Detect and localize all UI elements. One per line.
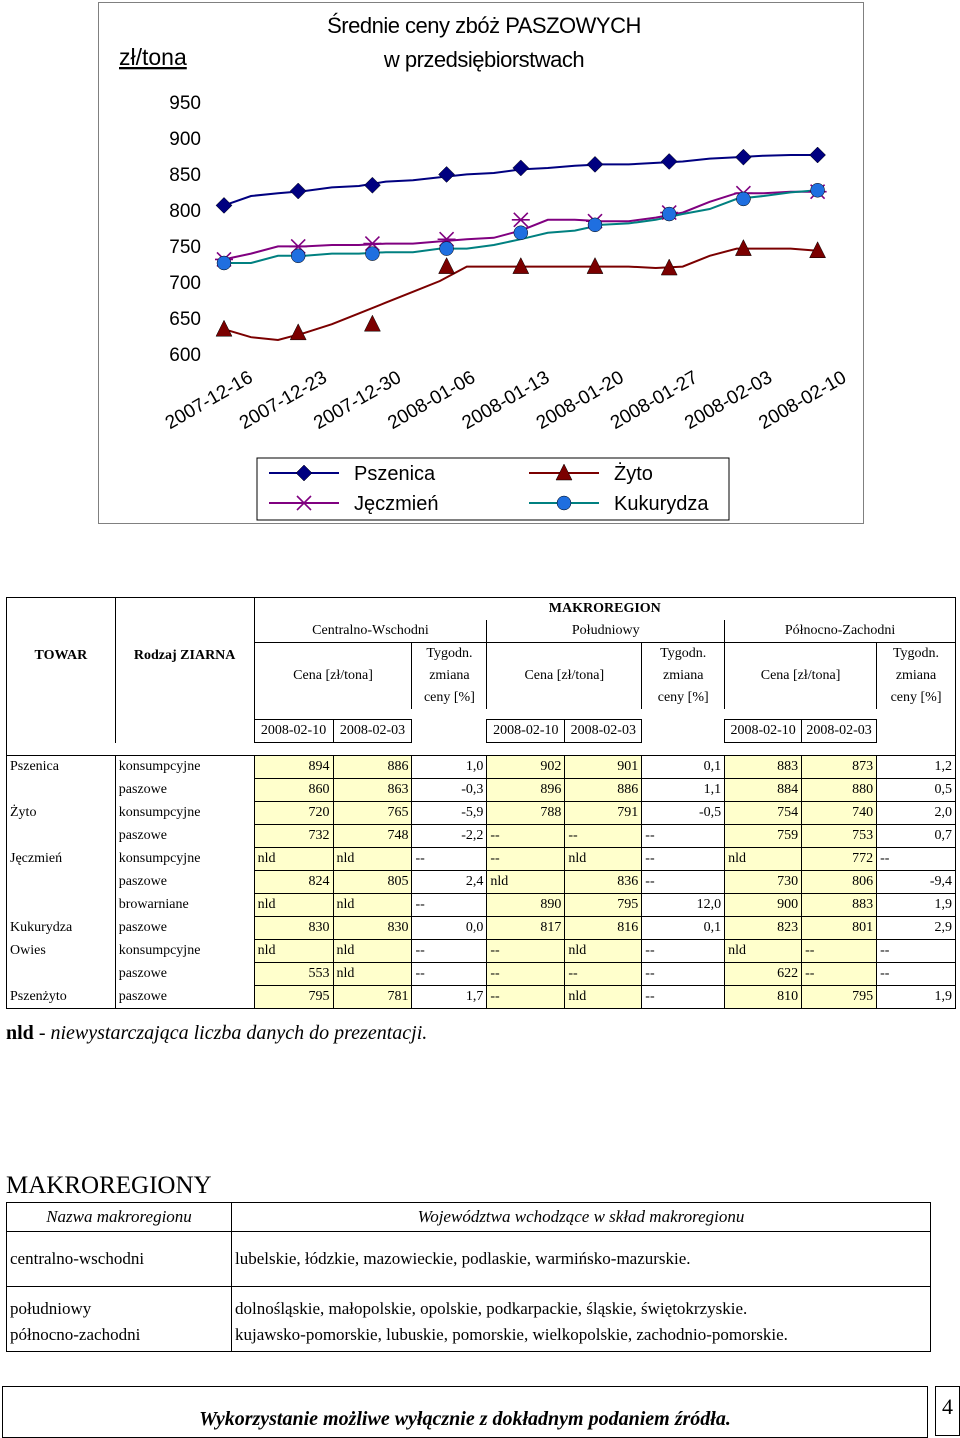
header-date-old-pz: 2008-02-03: [802, 720, 877, 743]
row-cell: 883: [802, 894, 877, 917]
row-towar: [7, 779, 116, 802]
price-chart: [98, 2, 864, 524]
legend-marker: [557, 496, 571, 510]
row-cell: --: [487, 825, 565, 848]
x-tick-label: 2008-02-10: [755, 367, 851, 434]
row-cell: -9,4: [877, 871, 956, 894]
header-region-pd: Południowy: [487, 620, 725, 643]
x-tick-label: 2008-01-20: [532, 367, 628, 434]
row-cell: 810: [725, 986, 802, 1009]
footnote-abbr: nld: [6, 1022, 34, 1044]
table-header: [7, 598, 956, 756]
chart-title-line1: Średnie ceny zbóż PASZOWYCH: [327, 13, 641, 38]
series-marker: [440, 242, 454, 256]
row-cell: 836: [565, 871, 642, 894]
y-tick-label: 750: [169, 237, 201, 258]
row-cell: --: [877, 963, 956, 986]
row-cell: 890: [487, 894, 565, 917]
page-number: 4: [935, 1386, 960, 1436]
series-marker: [290, 324, 306, 340]
row-cell: 2,9: [877, 917, 956, 940]
table-row: [7, 848, 956, 871]
price-table: [6, 597, 956, 1009]
series-marker: [811, 183, 825, 197]
row-cell: -0,3: [412, 779, 487, 802]
row-rodzaj: paszowe: [115, 963, 254, 986]
row-cell: --: [642, 963, 725, 986]
row-cell: 824: [254, 871, 333, 894]
row-cell: 732: [254, 825, 333, 848]
row-cell: 801: [802, 917, 877, 940]
header-date-new-pz: 2008-02-10: [725, 720, 802, 743]
row-cell: 896: [487, 779, 565, 802]
row-cell: 806: [802, 871, 877, 894]
series-marker: [216, 197, 232, 213]
legend-label: Żyto: [614, 463, 653, 485]
row-cell: nld: [565, 940, 642, 963]
row-cell: 1,2: [877, 756, 956, 779]
chart-canvas: [99, 3, 863, 523]
row-cell: 753: [802, 825, 877, 848]
table-row: [7, 825, 956, 848]
header-region-cw: Centralno-Wschodni: [254, 620, 487, 643]
row-cell: 1,1: [642, 779, 725, 802]
row-cell: 740: [802, 802, 877, 825]
row-cell: --: [565, 963, 642, 986]
row-cell: -2,2: [412, 825, 487, 848]
table-row: [7, 940, 956, 963]
header-towar: TOWAR: [7, 598, 116, 743]
row-cell: 0,0: [412, 917, 487, 940]
row-rodzaj: browarniane: [115, 894, 254, 917]
y-tick-label: 600: [169, 345, 201, 366]
series-marker: [736, 192, 750, 206]
x-tick-label: 2007-12-30: [310, 367, 405, 434]
row-cell: --: [487, 940, 565, 963]
y-tick-label: 800: [169, 201, 201, 222]
row-cell: 1,9: [877, 894, 956, 917]
x-axis-ticks: [162, 367, 850, 434]
y-tick-label: 850: [169, 165, 201, 186]
regions-col-name: Nazwa makroregionu: [7, 1203, 232, 1232]
row-cell: 886: [333, 756, 412, 779]
footnote-text: - niewystarczająca liczba danych do prezentacji.: [33, 1022, 428, 1044]
row-cell: --: [877, 940, 956, 963]
row-cell: -0,5: [642, 802, 725, 825]
y-tick-label: 650: [169, 309, 201, 330]
row-rodzaj: paszowe: [115, 871, 254, 894]
row-cell: 894: [254, 756, 333, 779]
series-marker: [439, 258, 455, 274]
row-cell: --: [412, 894, 487, 917]
legend-label: Kukurydza: [614, 493, 709, 515]
row-cell: 0,1: [642, 756, 725, 779]
row-cell: --: [487, 986, 565, 1009]
row-cell: 12,0: [642, 894, 725, 917]
row-towar: [7, 871, 116, 894]
row-cell: --: [642, 940, 725, 963]
row-towar: Pszenica: [7, 756, 116, 779]
source-note-box: [2, 1386, 928, 1438]
row-cell: 795: [802, 986, 877, 1009]
row-cell: 883: [725, 756, 802, 779]
series-marker: [514, 226, 528, 240]
row-towar: [7, 825, 116, 848]
row-rodzaj: konsumpcyjne: [115, 802, 254, 825]
region-name: południowy: [7, 1287, 232, 1320]
series-marker: [735, 149, 751, 165]
series-marker: [291, 249, 305, 263]
series-marker: [364, 315, 380, 331]
row-cell: 748: [333, 825, 412, 848]
row-cell: 2,4: [412, 871, 487, 894]
table-row: [7, 802, 956, 825]
row-cell: 1,9: [877, 986, 956, 1009]
row-rodzaj: paszowe: [115, 825, 254, 848]
region-provinces: dolnośląskie, małopolskie, opolskie, podkarpackie, śląskie, świętokrzyskie.: [232, 1287, 931, 1320]
row-cell: 805: [333, 871, 412, 894]
table-row: [7, 894, 956, 917]
region-name: północno-zachodni: [7, 1319, 232, 1352]
x-tick-label: 2008-01-27: [607, 367, 702, 434]
row-cell: 759: [725, 825, 802, 848]
row-rodzaj: konsumpcyjne: [115, 940, 254, 963]
legend-label: Pszenica: [354, 463, 436, 485]
row-cell: --: [565, 825, 642, 848]
row-cell: nld: [333, 940, 412, 963]
row-cell: --: [642, 848, 725, 871]
row-cell: nld: [725, 848, 802, 871]
table-row: [7, 779, 956, 802]
row-cell: 902: [487, 756, 565, 779]
table-row: [7, 917, 956, 940]
series-marker: [290, 183, 306, 199]
x-tick-label: 2008-02-03: [681, 367, 776, 434]
row-cell: 0,1: [642, 917, 725, 940]
header-region-pz: Północno-Zachodni: [725, 620, 956, 643]
row-cell: --: [412, 963, 487, 986]
table-row: [7, 756, 956, 779]
row-towar: Pszenżyto: [7, 986, 116, 1009]
table-row: [7, 871, 956, 894]
row-rodzaj: konsumpcyjne: [115, 756, 254, 779]
header-change-cw: Tygodn. zmiana ceny [%]: [412, 643, 487, 710]
series-marker: [588, 218, 602, 232]
y-tick-label: 900: [169, 129, 201, 150]
row-cell: 622: [725, 963, 802, 986]
row-cell: 817: [487, 917, 565, 940]
row-rodzaj: konsumpcyjne: [115, 848, 254, 871]
row-cell: 791: [565, 802, 642, 825]
row-towar: Owies: [7, 940, 116, 963]
series-marker: [365, 247, 379, 261]
row-cell: 884: [725, 779, 802, 802]
row-cell: nld: [487, 871, 565, 894]
row-cell: --: [487, 963, 565, 986]
row-cell: 754: [725, 802, 802, 825]
series-marker: [661, 153, 677, 169]
regions-table: [6, 1202, 931, 1352]
row-cell: nld: [254, 894, 333, 917]
region-name: centralno-wschodni: [7, 1232, 232, 1287]
series-marker: [587, 156, 603, 172]
row-cell: 823: [725, 917, 802, 940]
row-cell: 1,7: [412, 986, 487, 1009]
row-cell: 0,7: [877, 825, 956, 848]
x-tick-label: 2008-01-06: [384, 367, 480, 434]
header-date-new-pd: 2008-02-10: [487, 720, 565, 743]
series-marker: [216, 320, 232, 336]
row-towar: Kukurydza: [7, 917, 116, 940]
row-cell: 0,5: [877, 779, 956, 802]
y-tick-label: 700: [169, 273, 201, 294]
row-towar: [7, 963, 116, 986]
chart-unit-label: zł/tona: [119, 44, 187, 70]
series-marker: [439, 166, 455, 182]
header-date-old-cw: 2008-02-03: [333, 720, 412, 743]
row-cell: 772: [802, 848, 877, 871]
row-cell: --: [642, 986, 725, 1009]
row-cell: --: [802, 963, 877, 986]
row-cell: nld: [254, 848, 333, 871]
row-cell: 781: [333, 986, 412, 1009]
row-cell: nld: [333, 963, 412, 986]
row-cell: --: [642, 871, 725, 894]
series-marker: [662, 207, 676, 221]
header-change-pz: Tygodn. zmiana ceny [%]: [877, 643, 956, 710]
table-row: [7, 986, 956, 1009]
row-cell: --: [412, 940, 487, 963]
row-cell: --: [487, 848, 565, 871]
x-tick-label: 2008-01-13: [458, 367, 554, 434]
row-towar: Żyto: [7, 802, 116, 825]
row-towar: [7, 894, 116, 917]
row-cell: 1,0: [412, 756, 487, 779]
row-cell: --: [412, 848, 487, 871]
header-price-cw: Cena [zł/tona]: [254, 643, 412, 710]
series-lines: [224, 155, 818, 340]
row-cell: 765: [333, 802, 412, 825]
row-cell: nld: [725, 940, 802, 963]
y-tick-label: 950: [169, 93, 201, 114]
table-row: [7, 963, 956, 986]
row-rodzaj: paszowe: [115, 779, 254, 802]
y-axis-ticks: [169, 93, 201, 366]
series-marker: [513, 160, 529, 176]
row-cell: 886: [565, 779, 642, 802]
x-tick-label: 2007-12-23: [236, 367, 331, 434]
row-cell: 830: [254, 917, 333, 940]
row-cell: 880: [802, 779, 877, 802]
row-cell: nld: [565, 848, 642, 871]
regions-title: MAKROREGIONY: [6, 1172, 212, 1199]
row-towar: Jęczmień: [7, 848, 116, 871]
row-cell: 2,0: [877, 802, 956, 825]
footnote: [6, 1022, 427, 1045]
row-cell: nld: [333, 848, 412, 871]
row-cell: --: [802, 940, 877, 963]
header-change-pd: Tygodn. zmiana ceny [%]: [642, 643, 725, 710]
row-cell: 720: [254, 802, 333, 825]
row-cell: 730: [725, 871, 802, 894]
header-makroregion: MAKROREGION: [254, 598, 955, 621]
series-marker: [512, 213, 530, 227]
row-rodzaj: paszowe: [115, 917, 254, 940]
row-cell: 860: [254, 779, 333, 802]
series-marker: [217, 256, 231, 270]
table-body: [7, 756, 956, 1009]
row-cell: 900: [725, 894, 802, 917]
row-cell: 873: [802, 756, 877, 779]
row-cell: nld: [333, 894, 412, 917]
header-date-old-pd: 2008-02-03: [565, 720, 642, 743]
row-cell: 830: [333, 917, 412, 940]
x-tick-label: 2007-12-16: [161, 367, 257, 434]
chart-title-line2: w przedsiębiorstwach: [383, 47, 585, 72]
row-cell: nld: [565, 986, 642, 1009]
row-cell: 795: [565, 894, 642, 917]
region-provinces: lubelskie, łódzkie, mazowieckie, podlaskie, warmińsko-mazurskie.: [232, 1232, 931, 1287]
header-price-pd: Cena [zł/tona]: [524, 668, 605, 683]
series-marker: [810, 147, 826, 163]
header-rodzaj: Rodzaj ZIARNA: [115, 598, 254, 743]
legend-label: Jęczmień: [354, 493, 439, 515]
row-cell: 901: [565, 756, 642, 779]
row-rodzaj: paszowe: [115, 986, 254, 1009]
row-cell: nld: [254, 940, 333, 963]
series-markers: [215, 147, 827, 340]
row-cell: 553: [254, 963, 333, 986]
series-marker: [364, 177, 380, 193]
row-cell: -5,9: [412, 802, 487, 825]
source-note: Wykorzystanie możliwe wyłącznie z dokładnym podaniem źródła.: [199, 1408, 731, 1430]
row-cell: 795: [254, 986, 333, 1009]
header-price-pz: Cena [zł/tona]: [760, 668, 841, 683]
row-cell: 863: [333, 779, 412, 802]
row-cell: 788: [487, 802, 565, 825]
row-cell: --: [877, 848, 956, 871]
regions-col-provinces: Województwa wchodzące w skład makroregionu: [232, 1203, 931, 1232]
header-date-new-cw: 2008-02-10: [254, 720, 333, 743]
row-cell: --: [642, 825, 725, 848]
region-provinces: kujawsko-pomorskie, lubuskie, pomorskie, wielkopolskie, zachodnio-pomorskie.: [232, 1319, 931, 1352]
row-cell: 816: [565, 917, 642, 940]
